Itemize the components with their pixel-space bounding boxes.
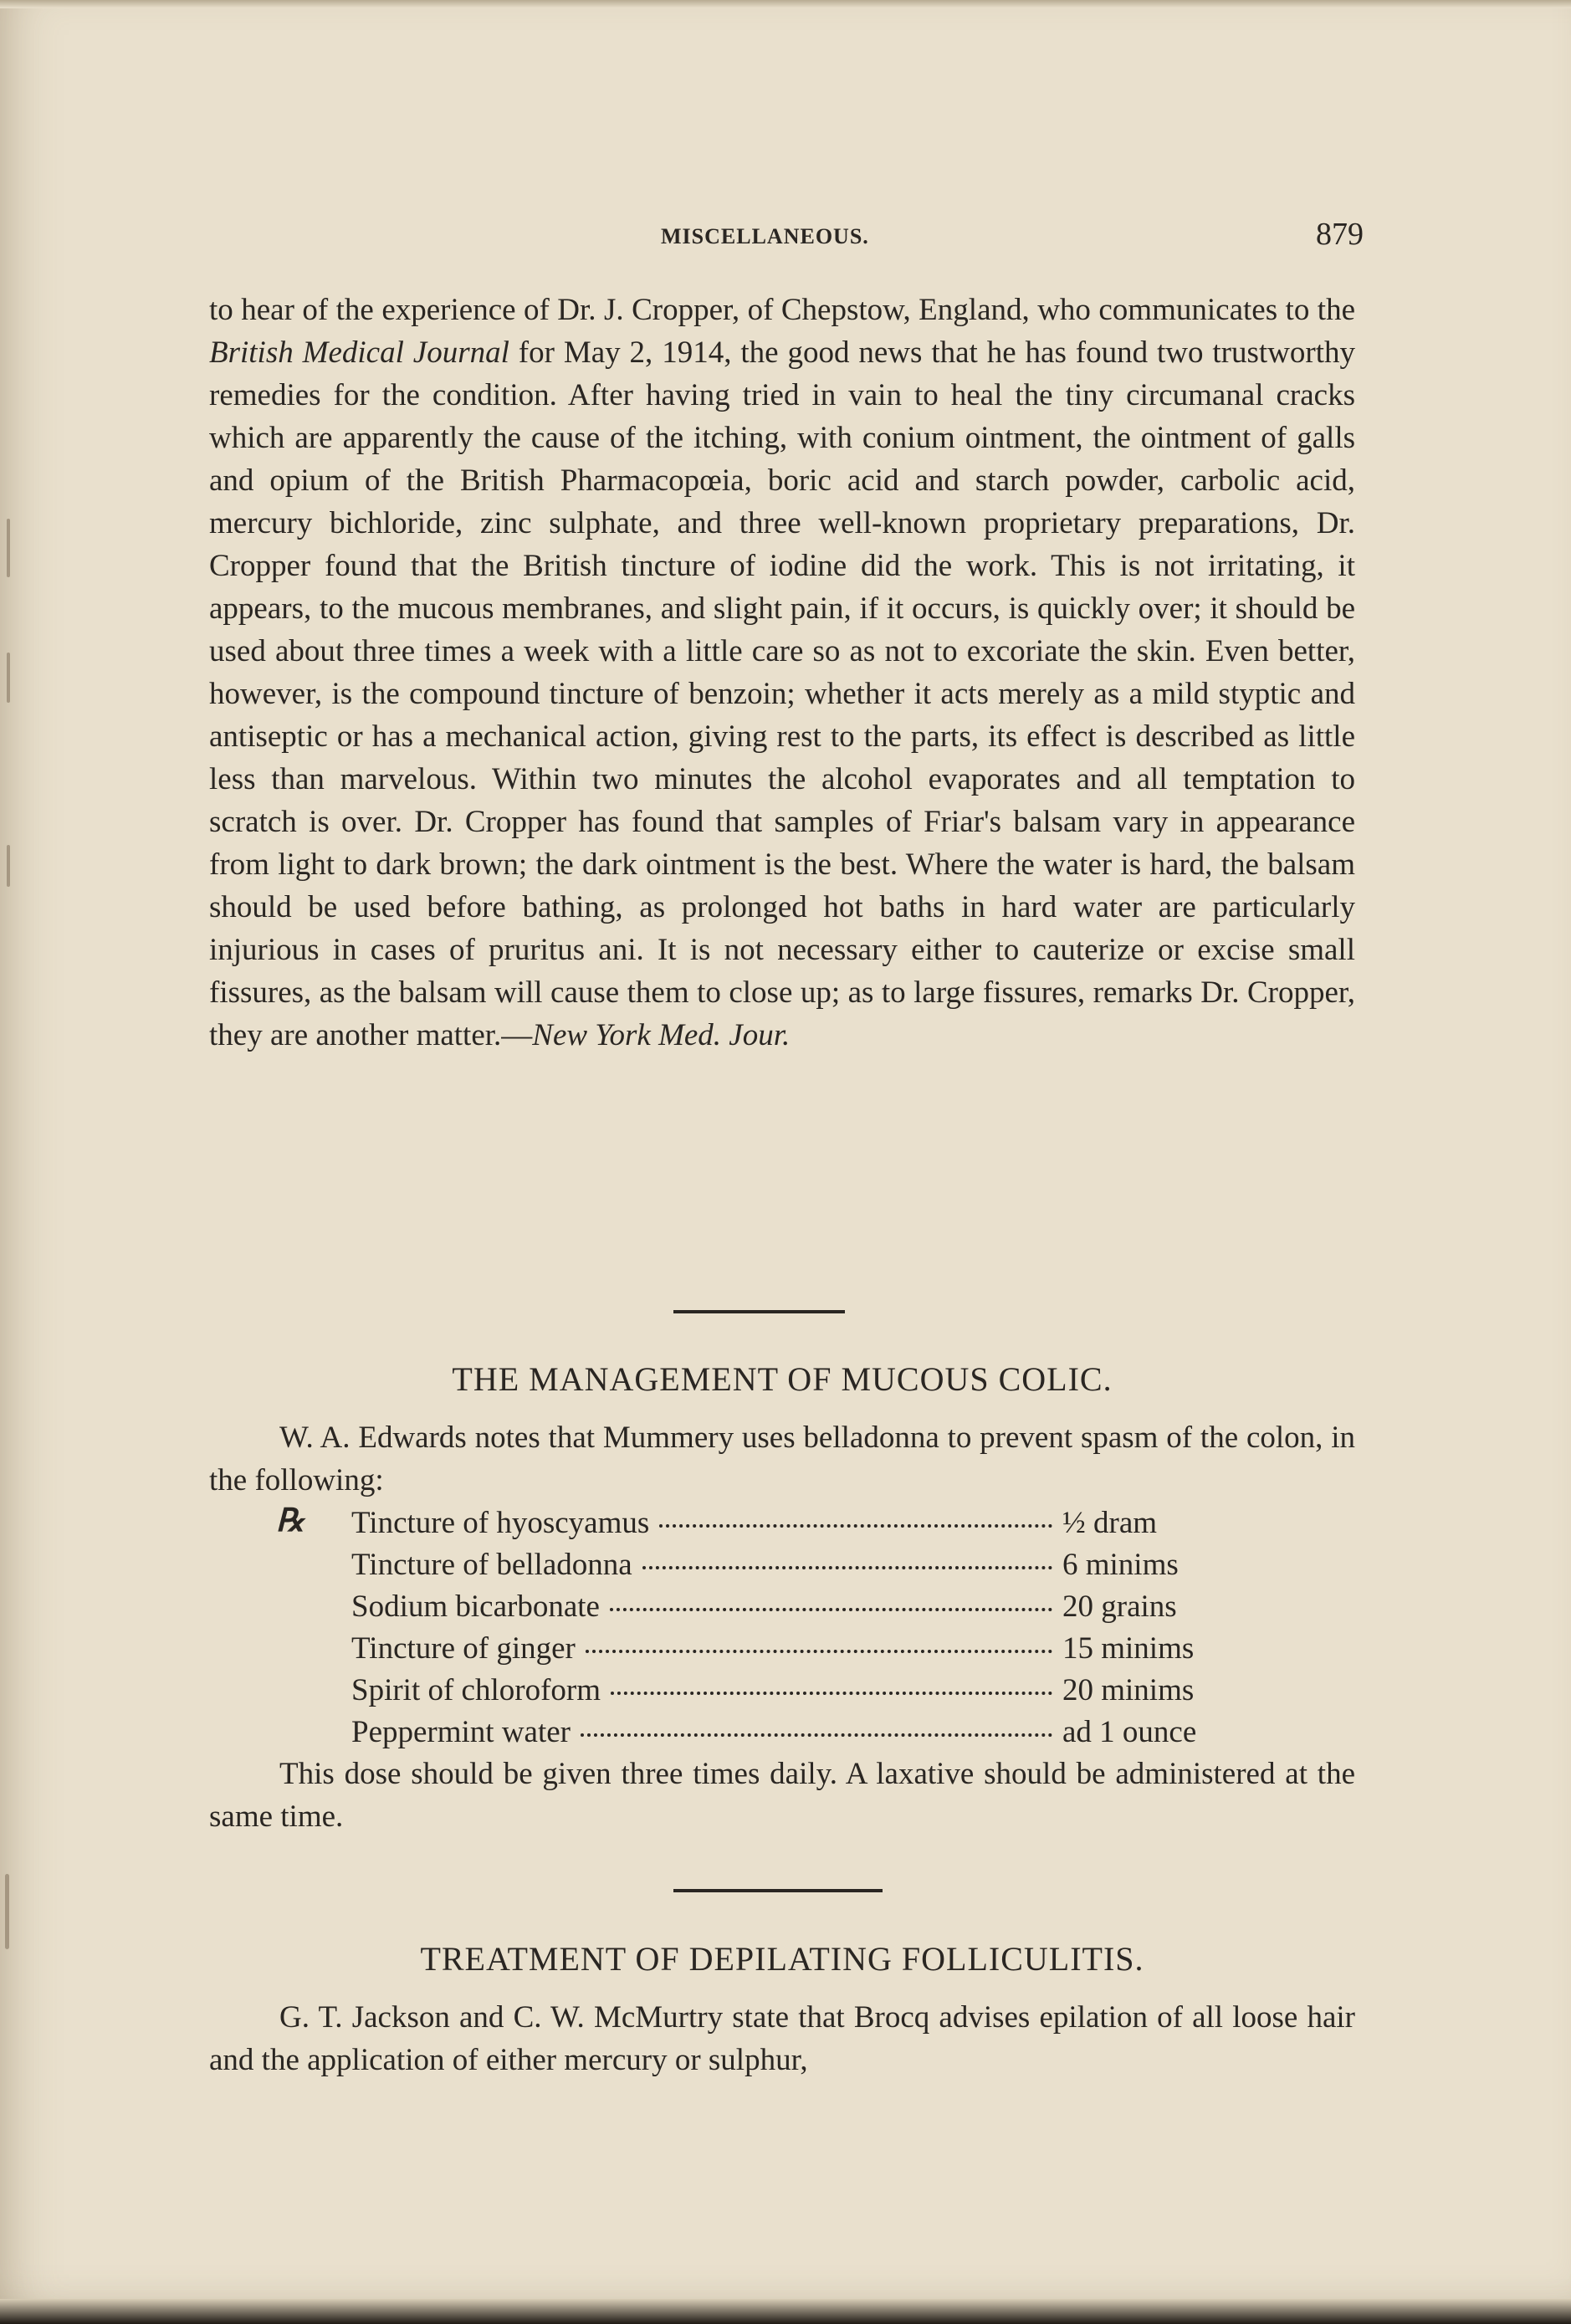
ingredient-name: Sodium bicarbonate bbox=[351, 1589, 600, 1624]
margin-mark bbox=[5, 1874, 9, 1949]
source-citation: New York Med. Jour. bbox=[532, 1018, 791, 1052]
article-body-paragraph bbox=[209, 289, 1355, 1057]
running-head bbox=[209, 216, 1364, 266]
prescription-row bbox=[351, 1585, 1213, 1628]
prescription-row bbox=[351, 1669, 1213, 1712]
section-divider bbox=[673, 1310, 845, 1313]
ingredient-name: Tincture of hyoscyamus bbox=[351, 1506, 650, 1540]
margin-mark bbox=[7, 653, 10, 703]
margin-mark bbox=[7, 519, 10, 577]
folliculitis-paragraph: G. T. Jackson and C. W. McMurtry state that Brocq advises epilation of all loose hair and the application of either mercury or sulphur, bbox=[209, 2000, 1355, 2077]
prescription-row bbox=[351, 1627, 1213, 1670]
ingredient-amount: 20 grains bbox=[1062, 1589, 1177, 1624]
ingredient-name: Tincture of belladonna bbox=[351, 1548, 632, 1582]
ingredient-amount: 15 minims bbox=[1062, 1631, 1195, 1666]
section-divider bbox=[673, 1889, 883, 1892]
page-bottom-edge bbox=[0, 2299, 1571, 2324]
dot-leader bbox=[581, 1733, 1052, 1737]
dot-leader bbox=[659, 1523, 1052, 1528]
page-number: 879 bbox=[1316, 217, 1364, 252]
colic-intro-paragraph: W. A. Edwards notes that Mummery uses belladonna to prevent spasm of the colon, in the following: bbox=[209, 1421, 1355, 1497]
prescription-row bbox=[351, 1543, 1213, 1586]
dot-leader bbox=[586, 1649, 1052, 1653]
running-head-title: MISCELLANEOUS. bbox=[661, 224, 869, 248]
body-text-end: for May 2, 1914, the good news that he has found two trustworthy remedies for the condition. After having tried in vain to heal the tiny circumanal cracks which are apparently the cause of the itching, with conium ointment, the ointment of galls and opium of the British Pharmacopœia, boric acid and starch powder, carbolic acid, mercury bichloride, zinc sulphate, and three well-known proprietary preparations, Dr. Cropper found that the British tincture of iodine did the work. This is not irritating, it appears, to the mucous membranes, and slight pain, if it occurs, is quickly over; it should be used about three times a week with a little care so as not to excoriate the skin. Even better, however, is the compound tincture of benzoin; whether it acts merely as a mild styptic and antiseptic or has a mechanical action, giving rest to the parts, its effect is described as little less than marvelous. Within two minutes the alcohol evaporates and all temptation to scratch is over. Dr. Cropper has found that samples of Friar's balsam vary in appearance from light to dark brown; the dark ointment is the best. Where the water is hard, the balsam should be used before bathing, as prolonged hot baths in hard water are particularly injurious in cases of pruritus ani. It is not necessary either to cauterize or excise small fissures, as the balsam will cause them to close up; as to large fissures, remarks Dr. Cropper, they are another matter.— bbox=[209, 335, 1355, 1052]
ingredient-amount: ½ dram bbox=[1062, 1506, 1158, 1540]
ingredient-name: Tincture of ginger bbox=[351, 1631, 576, 1666]
margin-mark bbox=[7, 845, 10, 887]
dot-leader bbox=[611, 1691, 1052, 1695]
ingredient-amount: ad 1 ounce bbox=[1062, 1715, 1197, 1749]
body-text-start: to hear of the experience of Dr. J. Cropper, of Chepstow, England, who communicates to the bbox=[209, 293, 1355, 327]
dot-leader bbox=[642, 1565, 1052, 1569]
dose-note-paragraph: This dose should be given three times daily. A laxative should be administered at the same time. bbox=[209, 1757, 1355, 1834]
journal-name: British Medical Journal bbox=[209, 335, 509, 370]
rx-symbol: ℞ bbox=[276, 1503, 305, 1538]
page-top-edge bbox=[0, 0, 1571, 8]
dot-leader bbox=[610, 1607, 1052, 1611]
ingredient-name: Spirit of chloroform bbox=[351, 1673, 601, 1707]
ingredient-amount: 6 minims bbox=[1062, 1548, 1179, 1582]
prescription-row bbox=[351, 1711, 1213, 1753]
ingredient-amount: 20 minims bbox=[1062, 1673, 1195, 1707]
ingredient-name: Peppermint water bbox=[351, 1715, 571, 1749]
prescription-row bbox=[351, 1502, 1213, 1544]
section-heading-mucous-colic: THE MANAGEMENT OF MUCOUS COLIC. bbox=[452, 1360, 1113, 1398]
section-heading-folliculitis: TREATMENT OF DEPILATING FOLLICULITIS. bbox=[420, 1940, 1144, 1978]
